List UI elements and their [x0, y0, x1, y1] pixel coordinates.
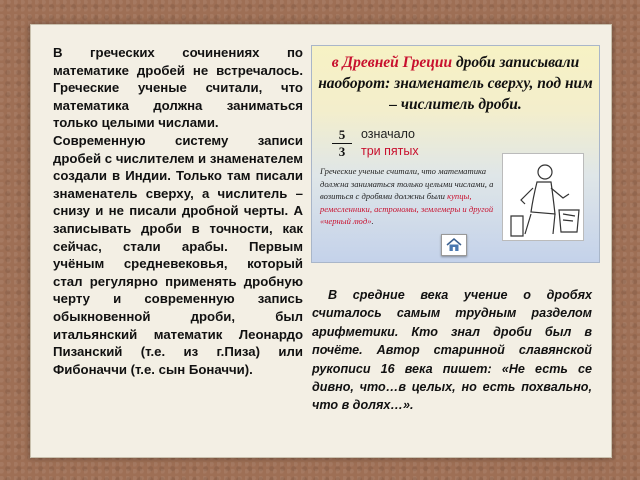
fraction-meaning-label: означало: [361, 127, 415, 141]
slide-image: [311, 45, 600, 263]
right-paragraph: В средние века учение о дробях считалось самым трудным разделом арифметики. Кто знал дроби был в почёте. Автор старинной славянской рукописи 16 века пишет: «Не есть се дивно, что…в целых, но есть похвально, что в долях…».: [312, 288, 592, 413]
slide-body-end: .: [371, 216, 374, 227]
fraction-bottom-number: 3: [338, 144, 346, 159]
scholar-illustration: [502, 153, 584, 241]
home-icon: [446, 238, 462, 252]
slide-body-part1: Греческие ученые считали, что математика должна заниматься только целыми числами, а возиться с дробями должны были: [320, 166, 494, 202]
fraction-top-number: 5: [338, 127, 346, 142]
fraction-example: [332, 128, 352, 159]
left-paragraph-1: В греческих сочинениях по математике дробей не встречалось. Греческие ученые считали, что математика должна заниматься только целыми числами.: [53, 45, 303, 131]
right-text-block: [312, 286, 592, 415]
slide-body-text: [320, 165, 503, 228]
slide-body-highlight: купцы, ремесленники, астрономы, землемеры и другой «черный люд»: [320, 191, 494, 227]
slide-title-rest: дроби записывали наоборот: знаменатель сверху, под ним – числитель дроби.: [318, 54, 593, 113]
left-text-block: [53, 44, 303, 378]
fraction-meaning-value: три пятых: [361, 144, 419, 158]
home-button[interactable]: [441, 234, 467, 256]
scholar-drawing: [503, 154, 583, 240]
left-paragraph-2: Современную систему записи дробей с числителем и знаменателем создали в Индии. Только там писали знаменатель сверху, а числитель – снизу и не писали дробной черты. А записывать дроби в точности, как сейчас, стали арабы. Первым учёным средневековья, который стал регулярно применять дробную черту и современную запись обыкновенной дроби, был итальянский математик Леонардо Пизанский (т.е. из г.Пиза) или Фибоначчи (т.е. сын Боначчи).: [53, 132, 303, 377]
slide-title: [318, 52, 593, 115]
slide-title-highlight: в Древней Греции: [331, 54, 453, 71]
